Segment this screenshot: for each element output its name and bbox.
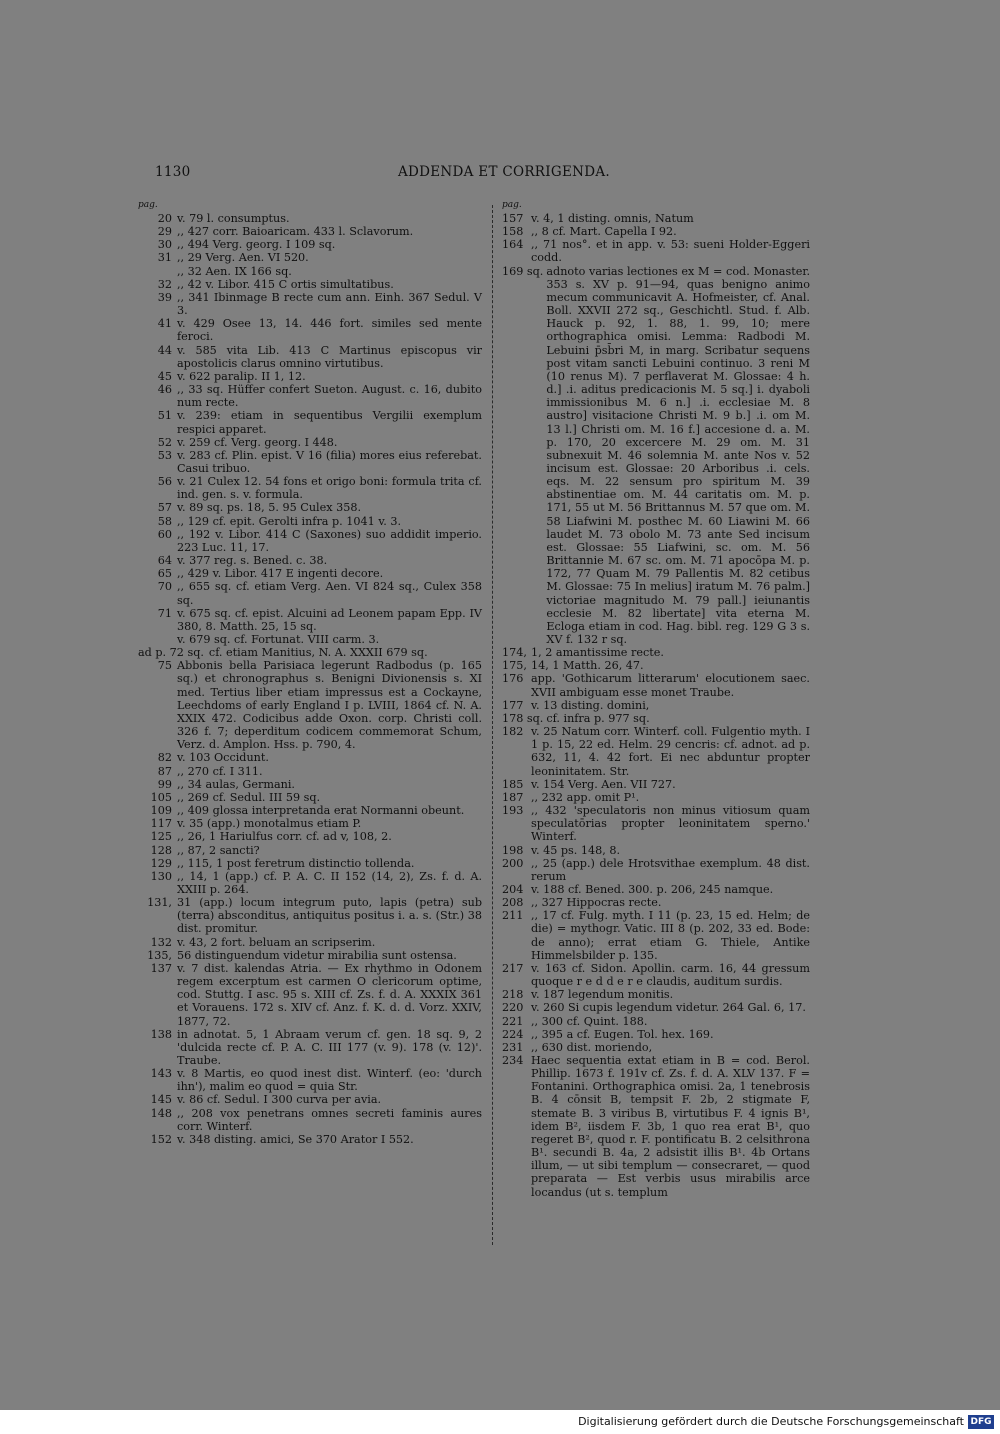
addenda-entry [138, 857, 482, 870]
addenda-entry [502, 659, 810, 672]
entry-page-number: 193 [502, 804, 524, 818]
entry-page-number: 132 [150, 935, 172, 949]
entry-page-number: 152 [150, 1132, 172, 1146]
entry-text: v. 7 dist. kalendas Atria. — Ex rhythmo in Odonem regem excerptum est carmen O clericorum optime, cod. Stuttg. I asc. 95 s. XIII cf. Zs. f. d. A. XXXIX 361 et Vorauens. 172 s. XIV cf. Anz. f. K. d. d. Vorz. XXIV, 1877, 72. [177, 961, 482, 1028]
page-number: 1130 [155, 164, 191, 180]
addenda-entry [138, 225, 482, 238]
entry-page-number: 208 [502, 896, 524, 910]
entry-page-number: 220 [502, 1001, 524, 1015]
entry-text: v. 239: etiam in sequentibus Vergilii exemplum respici apparet. [177, 409, 482, 436]
addenda-entry [138, 1107, 482, 1133]
addenda-entry [138, 646, 482, 659]
addenda-entry [138, 278, 482, 291]
entry-text: ,, 232 app. omit P¹. [531, 790, 640, 804]
entry-text: v. 21 Culex 12. 54 fons et origo boni: formula trita cf. ind. gen. s. v. formula. [177, 475, 482, 502]
entry-text: v. 89 sq. ps. 18, 5. 95 Culex 358. [177, 501, 362, 515]
entry-text: ,, 409 glossa interpretanda erat Normanni obeunt. [177, 804, 465, 818]
entry-page-number: 41 [157, 317, 172, 331]
addenda-entry [138, 870, 482, 896]
entry-page-number: 56 [157, 475, 172, 489]
entry-text: ,, 327 Hippocras recte. [531, 896, 662, 910]
addenda-entry [138, 251, 482, 264]
addenda-entry [502, 896, 810, 909]
entry-page-number: 30 [157, 238, 172, 252]
entry-text: ,, 208 vox penetrans omnes secreti faminis aures corr. Winterf. [177, 1106, 482, 1133]
entry-page-number: 128 [150, 843, 172, 857]
entry-text: ,, 432 'speculatoris non minus vitiosum quam speculatōrias propter leoninitatem sperno.' Winterf. [531, 804, 810, 844]
entry-text: v. 79 l. consumptus. [177, 212, 290, 225]
entry-text: ,, 29 Verg. Aen. VI 520. [177, 251, 309, 265]
entry-text: ,, 17 cf. Fulg. myth. I 11 (p. 23, 15 ed. Helm; de die) = mythogr. Vatic. III 8 (p. 202, 33 ed. Bode: de anno); errat etiam G. Thiele, Antike Himmelsbilder p. 135. [531, 909, 810, 962]
entry-page-number [138, 265, 177, 278]
addenda-entry [138, 528, 482, 554]
entry-text: ,, 14, 1 (app.) cf. P. A. C. II 152 (14, 2), Zs. f. d. A. XXIII p. 264. [177, 869, 482, 896]
pag-label: pag. [502, 200, 522, 210]
entry-page-number: 64 [157, 554, 172, 568]
addenda-entry [138, 1028, 482, 1067]
entry-page-number: 117 [150, 817, 172, 831]
entry-text: ,, 25 (app.) dele Hrotsvithae exemplum. 48 dist. rerum [531, 856, 810, 883]
entry-text: v. 4, 1 disting. omnis, Natum [531, 212, 694, 225]
addenda-entry [138, 936, 482, 949]
entry-page-number: 45 [157, 369, 172, 383]
addenda-entry [138, 896, 482, 935]
entry-text: v. 675 sq. cf. epist. Alcuini ad Leonem papam Epp. IV 380, 8. Matth. 25, 15 sq. [177, 606, 482, 633]
entry-page-number: 221 [502, 1014, 524, 1028]
entry-text: ,, 494 Verg. georg. I 109 sq. [177, 238, 336, 252]
right-column [502, 200, 810, 1199]
addenda-entry [502, 1041, 810, 1054]
entry-text: adnoto varias lectiones ex M = cod. Monaster. 353 s. XV p. 91—94, quas benigno animo mecum communicavit A. Hofmeister, cf. Anal. Boll. XXVII 272 sq., Geschichtl. Stud. f. Alb. Hauck p. 92, 1. 88, 1. 99, 10; mere orthographica omisi. Lemma: Radbodi M. Lebuini p̄sb̄ri M, in marg. Scribatur sequens post vitam sancti Lebuini continuo. 3 reni M (10 renus M). 7 perflaverat M. Glossae: 4 h. d.] .i. aditus predicacionis M. 5 sq.] i. dyaboli immissionibus M. 6 n.] .i. ecclesiae M. 8 austro] visitacione Christi M. 9 b.] .i. om M. 13 l.] Christi om. M. 16 f.] accesione d. a. M. p. 170, 20 excercere M. 29 om. M. 31 subnexuit M. 46 solemnia M. ante Nos v. 52 incisum est. Glossae: 20 Arboribus .i. cels. eqs. M. 22 sensum pro spiritum M. 39 abstinentiae om. M. 44 caritatis om. M. p. 171, 55 ut M. 56 Brittannus M. 57 que om. M. 58 Liafwini M. posthec M. 60 Liawini M. 66 laudet M. 73 obolo M. 73 ante Sed incisum est. Glossae: 55 Liafwini, sc. om. M. 56 Brittannie M. 67 sc. om. M. 71 apocōpa M. p. 172, 77 Quam M. 79 Pallentis M. 82 cetibus M. Glossae: 75 In melius] iratum M. 76 palm.] victoriae magnitudo M. 79 pall.] ieiunantis ecclesie M. 82 libertate] vita eterna M. Ecloga etiam in cod. Hag. bibl. reg. 129 G 3 s. XV f. 132 r sq. [546, 264, 810, 646]
addenda-entry [502, 265, 810, 647]
addenda-entry [502, 1028, 810, 1041]
entry-page-number: 200 [502, 856, 524, 870]
addenda-entry [502, 883, 810, 896]
entry-page-number: 148 [150, 1106, 172, 1120]
entry-page-number: 158 [502, 225, 524, 239]
entry-page-number: 87 [157, 764, 172, 778]
entry-page-number: 175, [502, 659, 527, 673]
entry-text: ,, 300 cf. Quint. 188. [531, 1014, 648, 1028]
entry-page-number: 211 [502, 909, 524, 923]
entry-page-number: 182 [502, 725, 524, 739]
addenda-entry [138, 449, 482, 475]
entry-page-number: 44 [157, 343, 172, 357]
addenda-entry [502, 804, 810, 843]
entry-text: v. 348 disting. amici, Se 370 Arator I 552. [177, 1132, 414, 1146]
entry-page-number: 174, [502, 646, 527, 660]
entry-page-number [138, 633, 177, 646]
entry-page-number: 234 [502, 1054, 524, 1067]
addenda-entry [138, 659, 482, 751]
entry-page-number: 198 [502, 843, 524, 857]
entry-page-number: 39 [157, 290, 172, 304]
addenda-entry [502, 646, 810, 659]
entry-text: ,, 87, 2 sancti? [177, 843, 260, 857]
entry-page-number: 231 [502, 1040, 524, 1054]
entry-text: 31 (app.) locum integrum puto, lapis (petra) sub (terra) absconditus, antiquitus positus i. a. s. (Str.) 38 dist. promitur. [177, 896, 482, 936]
entry-page-number: 178 sq. [502, 711, 544, 725]
entry-page-number: 157 [502, 212, 524, 225]
entry-page-number: 164 [502, 238, 524, 252]
entry-page-number: 204 [502, 882, 524, 896]
entry-text: v. 13 disting. domini, [531, 698, 650, 712]
addenda-entry [502, 962, 810, 988]
entry-page-number: 20 [157, 212, 172, 225]
entry-text: Abbonis bella Parisiaca legerunt Radbodus (p. 165 sq.) et chronographus s. Benigni Divionensis s. XI med. Tertius liber etiam impressus est a Cockayne, Leechdoms of early England I p. LVIII, 1864 cf. N. A. XXIX 472. Codicibus adde Oxon. corp. Christi coll. 326 f. 7; deperditum codicem commemorat Schum, Verz. d. Amplon. Hss. p. 790, 4. [177, 659, 482, 752]
entry-text: v. 187 legendum monitis. [531, 988, 674, 1002]
addenda-entry [502, 212, 810, 225]
entry-text: ,, 269 cf. Sedul. III 59 sq. [177, 790, 321, 804]
entry-text: v. 86 cf. Sedul. I 300 curva per avia. [177, 1093, 382, 1107]
funding-credit: Digitalisierung gefördert durch die Deutsche Forschungsgemeinschaft [578, 1415, 964, 1428]
entry-text: ,, 8 cf. Mart. Capella I 92. [531, 225, 677, 239]
entry-text: ,, 192 v. Libor. 414 C (Saxones) suo addidit imperio. 223 Luc. 11, 17. [177, 527, 482, 554]
entry-page-number: 135, [147, 948, 172, 962]
addenda-entry [502, 844, 810, 857]
left-column [138, 200, 482, 1146]
entry-text: in adnotat. 5, 1 Abraam verum cf. gen. 18 sq. 9, 2 'dulcida recte cf. P. A. C. III 177 (v. 9). 178 (v. 12)'. Traube. [177, 1027, 482, 1067]
addenda-entry [138, 265, 482, 278]
addenda-entry [502, 238, 810, 264]
entry-page-number: 109 [150, 804, 172, 818]
entry-text: ,, 270 cf. I 311. [177, 764, 263, 778]
addenda-entry [138, 580, 482, 606]
entry-page-number: 71 [157, 606, 172, 620]
entry-text: v. 45 ps. 148, 8. [531, 843, 621, 857]
addenda-entry [138, 370, 482, 383]
entry-page-number: 130 [150, 869, 172, 883]
entry-text: ,, 115, 1 post feretrum distinctio tollenda. [177, 856, 415, 870]
entry-page-number: 58 [157, 514, 172, 528]
entry-page-number: 224 [502, 1027, 524, 1041]
entry-text: v. 679 sq. cf. Fortunat. VIII carm. 3. [177, 633, 380, 646]
entry-text: v. 622 paralip. II 1, 12. [177, 369, 306, 383]
pag-label: pag. [138, 200, 158, 210]
addenda-entry [138, 962, 482, 1028]
entry-text: ,, 427 corr. Baioaricam. 433 l. Sclavorum. [177, 225, 414, 239]
addenda-entry [138, 607, 482, 633]
addenda-entry [138, 436, 482, 449]
entry-page-number: 75 [157, 659, 172, 673]
entry-text: ,, 341 Ibinmage B recte cum ann. Einh. 367 Sedul. V 3. [177, 290, 482, 318]
addenda-entry [138, 1133, 482, 1146]
addenda-entry [138, 949, 482, 962]
addenda-entry [138, 344, 482, 370]
entry-text: v. 260 Si cupis legendum videtur. 264 Gal. 6, 17. [531, 1001, 806, 1015]
entry-text: v. 259 cf. Verg. georg. I 448. [177, 435, 338, 449]
entry-text: cf. etiam Manitius, N. A. XXXII 679 sq. [208, 646, 428, 660]
entry-text: v. 43, 2 fort. beluam an scripserim. [177, 935, 376, 949]
addenda-entry [502, 1054, 810, 1199]
entry-page-number: 177 [502, 698, 524, 712]
addenda-entry [138, 238, 482, 251]
addenda-entry [138, 1093, 482, 1106]
addenda-entry [502, 672, 810, 698]
entry-text: ,, 42 v. Libor. 415 C ortis simultatibus. [177, 277, 394, 291]
entry-text: ,, 34 aulas, Germani. [177, 777, 295, 791]
entry-text: ,, 33 sq. Hüffer confert Sueton. August. c. 16, dubito num recte. [177, 383, 482, 410]
entry-page-number: 65 [157, 567, 172, 581]
addenda-entry [138, 475, 482, 501]
addenda-entry [138, 409, 482, 435]
entry-page-number: 51 [157, 409, 172, 423]
entry-page-number: 82 [157, 751, 172, 765]
addenda-entry [502, 857, 810, 883]
addenda-entry [502, 909, 810, 962]
addenda-entry [502, 791, 810, 804]
entry-text: ,, 32 Aen. IX 166 sq. [177, 264, 292, 278]
entry-page-number: 169 sq. [502, 264, 544, 278]
entry-text: ,, 429 v. Libor. 417 E ingenti decore. [177, 567, 384, 581]
entry-text: v. 103 Occidunt. [177, 751, 269, 765]
entry-text: v. 585 vita Lib. 413 C Martinus episcopus vir apostolicis clarus omnino virtutibus. [177, 343, 482, 370]
addenda-entry [138, 765, 482, 778]
running-title: ADDENDA ET CORRIGENDA. [397, 164, 611, 180]
addenda-entry [138, 817, 482, 830]
addenda-entry [138, 1067, 482, 1093]
entry-text: ,, 630 dist. moriendo, [531, 1040, 653, 1054]
addenda-entry [138, 844, 482, 857]
addenda-entry [138, 554, 482, 567]
footer-bar [0, 1410, 1000, 1434]
addenda-entry [138, 383, 482, 409]
entry-page-number: 31 [157, 251, 172, 265]
entry-page-number: 185 [502, 777, 524, 791]
entry-text: app. 'Gothicarum litterarum' elocutionem saec. XVII ambiguam esse monet Traube. [531, 672, 810, 699]
addenda-entry [502, 225, 810, 238]
entry-text: v. 35 (app.) monotalmus etiam P. [177, 817, 362, 831]
entry-page-number: 99 [157, 777, 172, 791]
page-header [155, 164, 853, 184]
addenda-entry [138, 830, 482, 843]
entry-text: v. 25 Natum corr. Winterf. coll. Fulgentio myth. I 1 p. 15, 22 ed. Helm. 29 cencris: cf. adnot. ad p. 632, 11, 4. 42 fort. Ei nec abduntur propter leoninitatem. Str. [531, 725, 810, 778]
entry-page-number: 137 [150, 961, 172, 975]
addenda-entry [138, 804, 482, 817]
entry-page-number: ad p. 72 sq. [138, 646, 204, 660]
addenda-entry [502, 712, 810, 725]
entry-page-number: 46 [157, 383, 172, 397]
addenda-entry [502, 778, 810, 791]
addenda-entry [138, 291, 482, 317]
entry-text: ,, 129 cf. epit. Gerolti infra p. 1041 v. 3. [177, 514, 402, 528]
addenda-entry [502, 988, 810, 1001]
entry-page-number: 125 [150, 830, 172, 844]
entry-text: 14, 1 Matth. 26, 47. [531, 659, 644, 673]
entry-page-number: 32 [157, 277, 172, 291]
entry-text: Haec sequentia extat etiam in B = cod. Berol. Phillip. 1673 f. 191v cf. Zs. f. d. A. XLV 137. F = Fontanini. Orthographica omisi. 2a, 1 tenebrosis B. 4 cōnsit B, tempsit F. 2b, 2 stigmate F, stemate B. 3 viribus B, virtutibus F. 4 ignis B¹, idem B², iisdem F. 3b, 1 quo rea erat B¹, quo regeret B², quod r. F. pontificatu B. 2 celsithrona B¹. secundi B. 4a, 2 adsistit illis B¹. 4b Ortans illum, — ut sibi templum — consecraret, — quod preparata — Est verbis usus mirabilis arce locandus (ut s. templum [531, 1054, 810, 1199]
entry-text: v. 8 Martis, eo quod inest dist. Winterf. (eo: 'durch ihn'), malim eo quod = quia Str. [177, 1067, 482, 1094]
entry-text: v. 377 reg. s. Bened. c. 38. [177, 554, 328, 568]
addenda-entry [502, 699, 810, 712]
entry-text: ,, 71 nos°. et in app. v. 53: sueni Holder-Eggeri codd. [531, 238, 810, 265]
entry-page-number: 29 [157, 225, 172, 239]
entry-text: cf. infra p. 977 sq. [546, 711, 650, 725]
entry-text: v. 163 cf. Sidon. Apollin. carm. 16, 44 gressum quoque r e d d e r e claudis, auditum surdis. [531, 961, 810, 989]
entry-text: v. 188 cf. Bened. 300. p. 206, 245 namque. [531, 882, 774, 896]
addenda-entry [138, 633, 482, 646]
entry-page-number: 52 [157, 435, 172, 449]
addenda-entry [138, 791, 482, 804]
entry-page-number: 53 [157, 448, 172, 462]
entry-text: 1, 2 amantissime recte. [531, 646, 664, 660]
entry-page-number: 217 [502, 961, 524, 975]
addenda-entry [138, 751, 482, 764]
entry-text: ,, 26, 1 Hariulfus corr. cf. ad v, 108, 2. [177, 830, 392, 844]
addenda-entry [138, 567, 482, 580]
column-divider [492, 205, 493, 1245]
addenda-entry [138, 515, 482, 528]
addenda-entry [138, 501, 482, 514]
entry-page-number: 218 [502, 988, 524, 1002]
entry-page-number: 145 [150, 1093, 172, 1107]
entry-text: v. 154 Verg. Aen. VII 727. [531, 777, 676, 791]
addenda-entry [138, 212, 482, 225]
addenda-entry [138, 778, 482, 791]
addenda-entry [138, 317, 482, 343]
entry-page-number: 176 [502, 672, 524, 686]
entry-text: 56 distinguendum videtur mirabilia sunt ostensa. [177, 948, 457, 962]
addenda-entry [502, 725, 810, 778]
dfg-logo: DFG [968, 1415, 994, 1429]
addenda-entry [502, 1015, 810, 1028]
entry-page-number: 138 [150, 1027, 172, 1041]
entry-page-number: 129 [150, 856, 172, 870]
entry-page-number: 70 [157, 580, 172, 594]
entry-page-number: 131, [147, 896, 172, 910]
entry-page-number: 187 [502, 790, 524, 804]
entry-page-number: 105 [150, 790, 172, 804]
entry-page-number: 57 [157, 501, 172, 515]
addenda-entry [502, 1001, 810, 1014]
entry-page-number: 143 [150, 1067, 172, 1081]
entry-text: v. 429 Osee 13, 14. 446 fort. similes sed mente feroci. [177, 317, 482, 344]
entry-text: v. 283 cf. Plin. epist. V 16 (filia) mores eius referebat. Casui tribuo. [177, 448, 482, 475]
entry-text: ,, 395 a cf. Eugen. Tol. hex. 169. [531, 1027, 714, 1041]
entry-page-number: 60 [157, 527, 172, 541]
entry-text: ,, 655 sq. cf. etiam Verg. Aen. VI 824 sq., Culex 358 sq. [177, 580, 482, 607]
